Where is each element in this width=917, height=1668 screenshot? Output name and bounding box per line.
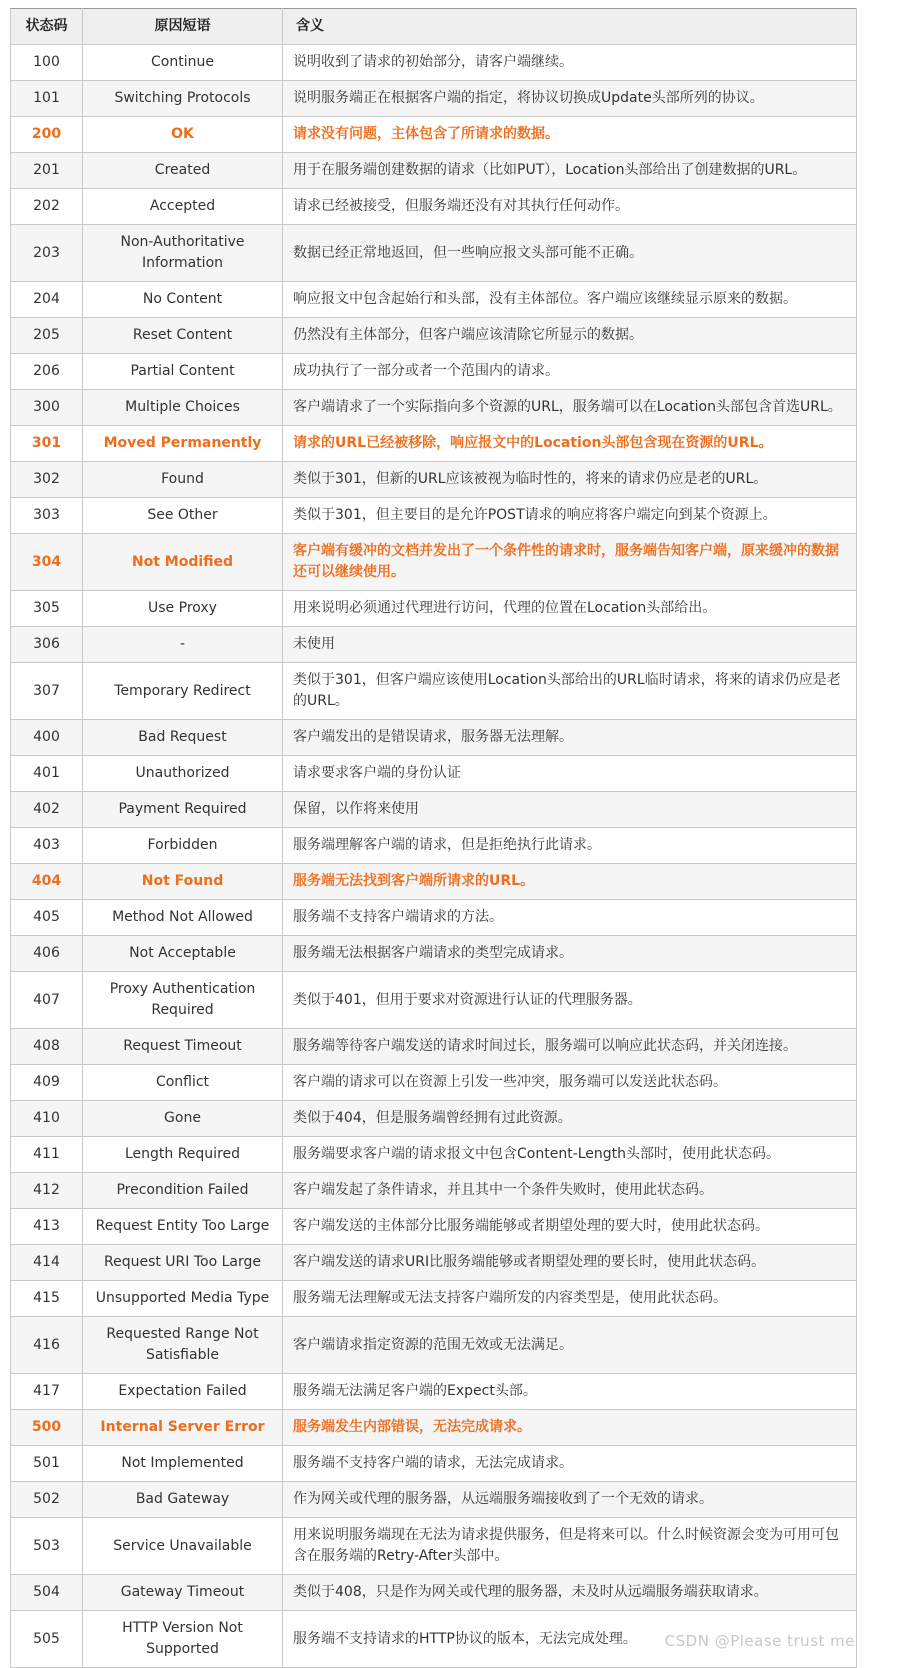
table-row bbox=[11, 936, 857, 972]
reason-cell: Requested Range Not Satisfiable bbox=[83, 1317, 283, 1374]
csdn-watermark: CSDN @Please trust me bbox=[664, 1632, 855, 1650]
meaning-cell: 服务端发生内部错误，无法完成请求。 bbox=[283, 1410, 857, 1446]
column-header-status-code: 状态码 bbox=[11, 9, 83, 45]
meaning-cell: 客户端请求指定资源的范围无效或无法满足。 bbox=[283, 1317, 857, 1374]
table-row bbox=[11, 627, 857, 663]
reason-cell: OK bbox=[83, 117, 283, 153]
table-row bbox=[11, 81, 857, 117]
meaning-cell: 说明服务端正在根据客户端的指定，将协议切换成Update头部所列的协议。 bbox=[283, 81, 857, 117]
table-row bbox=[11, 864, 857, 900]
reason-cell: Internal Server Error bbox=[83, 1410, 283, 1446]
table-row bbox=[11, 1137, 857, 1173]
code-cell: 306 bbox=[11, 627, 83, 663]
meaning-cell: 服务端理解客户端的请求，但是拒绝执行此请求。 bbox=[283, 828, 857, 864]
reason-cell: Found bbox=[83, 462, 283, 498]
meaning-cell: 未使用 bbox=[283, 627, 857, 663]
meaning-cell: 客户端发起了条件请求，并且其中一个条件失败时，使用此状态码。 bbox=[283, 1173, 857, 1209]
code-cell: 400 bbox=[11, 720, 83, 756]
table-row bbox=[11, 1446, 857, 1482]
code-cell: 300 bbox=[11, 390, 83, 426]
code-cell: 409 bbox=[11, 1065, 83, 1101]
meaning-cell: 服务端无法满足客户端的Expect头部。 bbox=[283, 1374, 857, 1410]
reason-cell: Unauthorized bbox=[83, 756, 283, 792]
code-cell: 402 bbox=[11, 792, 83, 828]
code-cell: 101 bbox=[11, 81, 83, 117]
column-header-reason-phrase: 原因短语 bbox=[83, 9, 283, 45]
meaning-cell: 仍然没有主体部分，但客户端应该清除它所显示的数据。 bbox=[283, 318, 857, 354]
meaning-cell: 数据已经正常地返回，但一些响应报文头部可能不正确。 bbox=[283, 225, 857, 282]
code-cell: 204 bbox=[11, 282, 83, 318]
meaning-cell: 服务端不支持请求的HTTP协议的版本，无法完成处理。 bbox=[283, 1611, 857, 1668]
code-cell: 410 bbox=[11, 1101, 83, 1137]
table-row bbox=[11, 153, 857, 189]
meaning-cell: 客户端请求了一个实际指向多个资源的URL，服务端可以在Location头部包含首选URL。 bbox=[283, 390, 857, 426]
meaning-cell: 服务端不支持客户端的请求，无法完成请求。 bbox=[283, 1446, 857, 1482]
code-cell: 505 bbox=[11, 1611, 83, 1668]
code-cell: 401 bbox=[11, 756, 83, 792]
reason-cell: Switching Protocols bbox=[83, 81, 283, 117]
meaning-cell: 服务端无法理解或无法支持客户端所发的内容类型是，使用此状态码。 bbox=[283, 1281, 857, 1317]
reason-cell: Length Required bbox=[83, 1137, 283, 1173]
meaning-cell: 类似于301，但客户端应该使用Location头部给出的URL临时请求，将来的请求仍应是老的URL。 bbox=[283, 663, 857, 720]
code-cell: 500 bbox=[11, 1410, 83, 1446]
reason-cell: Bad Gateway bbox=[83, 1482, 283, 1518]
reason-cell: Request Entity Too Large bbox=[83, 1209, 283, 1245]
meaning-cell: 服务端要求客户端的请求报文中包含Content-Length头部时，使用此状态码。 bbox=[283, 1137, 857, 1173]
code-cell: 405 bbox=[11, 900, 83, 936]
reason-cell: Conflict bbox=[83, 1065, 283, 1101]
meaning-cell: 服务端无法找到客户端所请求的URL。 bbox=[283, 864, 857, 900]
table-row bbox=[11, 426, 857, 462]
meaning-cell: 客户端发送的主体部分比服务端能够或者期望处理的要大时，使用此状态码。 bbox=[283, 1209, 857, 1245]
meaning-cell: 服务端等待客户端发送的请求时间过长，服务端可以响应此状态码，并关闭连接。 bbox=[283, 1029, 857, 1065]
table-body bbox=[11, 45, 857, 1668]
meaning-cell: 用于在服务端创建数据的请求（比如PUT），Location头部给出了创建数据的URL。 bbox=[283, 153, 857, 189]
reason-cell: Accepted bbox=[83, 189, 283, 225]
table-row bbox=[11, 972, 857, 1029]
reason-cell: Bad Request bbox=[83, 720, 283, 756]
table-row bbox=[11, 663, 857, 720]
table-row bbox=[11, 1029, 857, 1065]
column-header-meaning: 含义 bbox=[283, 9, 857, 45]
reason-cell: Request URI Too Large bbox=[83, 1245, 283, 1281]
code-cell: 504 bbox=[11, 1575, 83, 1611]
reason-cell: Use Proxy bbox=[83, 591, 283, 627]
meaning-cell: 用来说明必须通过代理进行访问，代理的位置在Location头部给出。 bbox=[283, 591, 857, 627]
code-cell: 417 bbox=[11, 1374, 83, 1410]
reason-cell: Payment Required bbox=[83, 792, 283, 828]
reason-cell: Not Implemented bbox=[83, 1446, 283, 1482]
table-row bbox=[11, 1317, 857, 1374]
table-row bbox=[11, 720, 857, 756]
table-row bbox=[11, 828, 857, 864]
reason-cell: Method Not Allowed bbox=[83, 900, 283, 936]
code-cell: 301 bbox=[11, 426, 83, 462]
code-cell: 415 bbox=[11, 1281, 83, 1317]
reason-cell: Precondition Failed bbox=[83, 1173, 283, 1209]
table-row bbox=[11, 318, 857, 354]
table-row bbox=[11, 498, 857, 534]
reason-cell: Service Unavailable bbox=[83, 1518, 283, 1575]
code-cell: 302 bbox=[11, 462, 83, 498]
reason-cell: Partial Content bbox=[83, 354, 283, 390]
meaning-cell: 类似于301，但主要目的是允许POST请求的响应将客户端定向到某个资源上。 bbox=[283, 498, 857, 534]
meaning-cell: 请求已经被接受，但服务端还没有对其执行任何动作。 bbox=[283, 189, 857, 225]
code-cell: 303 bbox=[11, 498, 83, 534]
code-cell: 412 bbox=[11, 1173, 83, 1209]
reason-cell: Forbidden bbox=[83, 828, 283, 864]
table-row bbox=[11, 900, 857, 936]
code-cell: 404 bbox=[11, 864, 83, 900]
meaning-cell: 保留，以作将来使用 bbox=[283, 792, 857, 828]
meaning-cell: 成功执行了一部分或者一个范围内的请求。 bbox=[283, 354, 857, 390]
meaning-cell: 类似于401，但用于要求对资源进行认证的代理服务器。 bbox=[283, 972, 857, 1029]
meaning-cell: 客户端发送的请求URI比服务端能够或者期望处理的要长时，使用此状态码。 bbox=[283, 1245, 857, 1281]
reason-cell: Continue bbox=[83, 45, 283, 81]
table-row bbox=[11, 1482, 857, 1518]
code-cell: 406 bbox=[11, 936, 83, 972]
table-row bbox=[11, 756, 857, 792]
table-row bbox=[11, 117, 857, 153]
meaning-cell: 客户端有缓冲的文档并发出了一个条件性的请求时，服务端告知客户端，原来缓冲的数据还可以继续使用。 bbox=[283, 534, 857, 591]
code-cell: 305 bbox=[11, 591, 83, 627]
code-cell: 413 bbox=[11, 1209, 83, 1245]
table-row bbox=[11, 189, 857, 225]
code-cell: 206 bbox=[11, 354, 83, 390]
code-cell: 502 bbox=[11, 1482, 83, 1518]
table-row bbox=[11, 534, 857, 591]
table-row bbox=[11, 1065, 857, 1101]
meaning-cell: 客户端发出的是错误请求，服务器无法理解。 bbox=[283, 720, 857, 756]
meaning-cell: 请求没有问题，主体包含了所请求的数据。 bbox=[283, 117, 857, 153]
meaning-cell: 请求的URL已经被移除，响应报文中的Location头部包含现在资源的URL。 bbox=[283, 426, 857, 462]
reason-cell: Not Found bbox=[83, 864, 283, 900]
meaning-cell: 作为网关或代理的服务器，从远端服务端接收到了一个无效的请求。 bbox=[283, 1482, 857, 1518]
meaning-cell: 类似于408，只是作为网关或代理的服务器，未及时从远端服务端获取请求。 bbox=[283, 1575, 857, 1611]
reason-cell: Gateway Timeout bbox=[83, 1575, 283, 1611]
reason-cell: Request Timeout bbox=[83, 1029, 283, 1065]
code-cell: 501 bbox=[11, 1446, 83, 1482]
meaning-cell: 类似于404，但是服务端曾经拥有过此资源。 bbox=[283, 1101, 857, 1137]
table-row bbox=[11, 1281, 857, 1317]
table-row bbox=[11, 1410, 857, 1446]
reason-cell: See Other bbox=[83, 498, 283, 534]
reason-cell: - bbox=[83, 627, 283, 663]
table-row bbox=[11, 225, 857, 282]
table-row bbox=[11, 591, 857, 627]
reason-cell: Not Modified bbox=[83, 534, 283, 591]
code-cell: 205 bbox=[11, 318, 83, 354]
reason-cell: Created bbox=[83, 153, 283, 189]
reason-cell: Moved Permanently bbox=[83, 426, 283, 462]
table-row bbox=[11, 1374, 857, 1410]
code-cell: 200 bbox=[11, 117, 83, 153]
meaning-cell: 请求要求客户端的身份认证 bbox=[283, 756, 857, 792]
table-row bbox=[11, 462, 857, 498]
table-row bbox=[11, 1209, 857, 1245]
code-cell: 203 bbox=[11, 225, 83, 282]
table-header bbox=[11, 9, 857, 45]
code-cell: 408 bbox=[11, 1029, 83, 1065]
reason-cell: HTTP Version Not Supported bbox=[83, 1611, 283, 1668]
reason-cell: Temporary Redirect bbox=[83, 663, 283, 720]
reason-cell: Expectation Failed bbox=[83, 1374, 283, 1410]
code-cell: 403 bbox=[11, 828, 83, 864]
header-row bbox=[11, 9, 857, 45]
reason-cell: Unsupported Media Type bbox=[83, 1281, 283, 1317]
table-row bbox=[11, 792, 857, 828]
meaning-cell: 服务端不支持客户端请求的方法。 bbox=[283, 900, 857, 936]
reason-cell: Gone bbox=[83, 1101, 283, 1137]
table-row bbox=[11, 45, 857, 81]
reason-cell: No Content bbox=[83, 282, 283, 318]
meaning-cell: 响应报文中包含起始行和头部，没有主体部位。客户端应该继续显示原来的数据。 bbox=[283, 282, 857, 318]
code-cell: 411 bbox=[11, 1137, 83, 1173]
reason-cell: Multiple Choices bbox=[83, 390, 283, 426]
table-row bbox=[11, 282, 857, 318]
code-cell: 503 bbox=[11, 1518, 83, 1575]
code-cell: 307 bbox=[11, 663, 83, 720]
code-cell: 414 bbox=[11, 1245, 83, 1281]
table-row bbox=[11, 390, 857, 426]
table-row bbox=[11, 1101, 857, 1137]
http-status-code-table bbox=[10, 8, 857, 1668]
code-cell: 407 bbox=[11, 972, 83, 1029]
meaning-cell: 类似于301，但新的URL应该被视为临时性的，将来的请求仍应是老的URL。 bbox=[283, 462, 857, 498]
status-code-table-container bbox=[10, 8, 857, 1668]
code-cell: 304 bbox=[11, 534, 83, 591]
reason-cell: Proxy Authentication Required bbox=[83, 972, 283, 1029]
meaning-cell: 说明收到了请求的初始部分，请客户端继续。 bbox=[283, 45, 857, 81]
table-row bbox=[11, 1575, 857, 1611]
code-cell: 201 bbox=[11, 153, 83, 189]
table-row bbox=[11, 354, 857, 390]
meaning-cell: 客户端的请求可以在资源上引发一些冲突，服务端可以发送此状态码。 bbox=[283, 1065, 857, 1101]
code-cell: 100 bbox=[11, 45, 83, 81]
meaning-cell: 用来说明服务端现在无法为请求提供服务，但是将来可以。什么时候资源会变为可用可包含在服务端的Retry-After头部中。 bbox=[283, 1518, 857, 1575]
table-row bbox=[11, 1173, 857, 1209]
table-row bbox=[11, 1245, 857, 1281]
code-cell: 202 bbox=[11, 189, 83, 225]
reason-cell: Reset Content bbox=[83, 318, 283, 354]
meaning-cell: 服务端无法根据客户端请求的类型完成请求。 bbox=[283, 936, 857, 972]
reason-cell: Non-Authoritative Information bbox=[83, 225, 283, 282]
code-cell: 416 bbox=[11, 1317, 83, 1374]
reason-cell: Not Acceptable bbox=[83, 936, 283, 972]
table-row bbox=[11, 1518, 857, 1575]
